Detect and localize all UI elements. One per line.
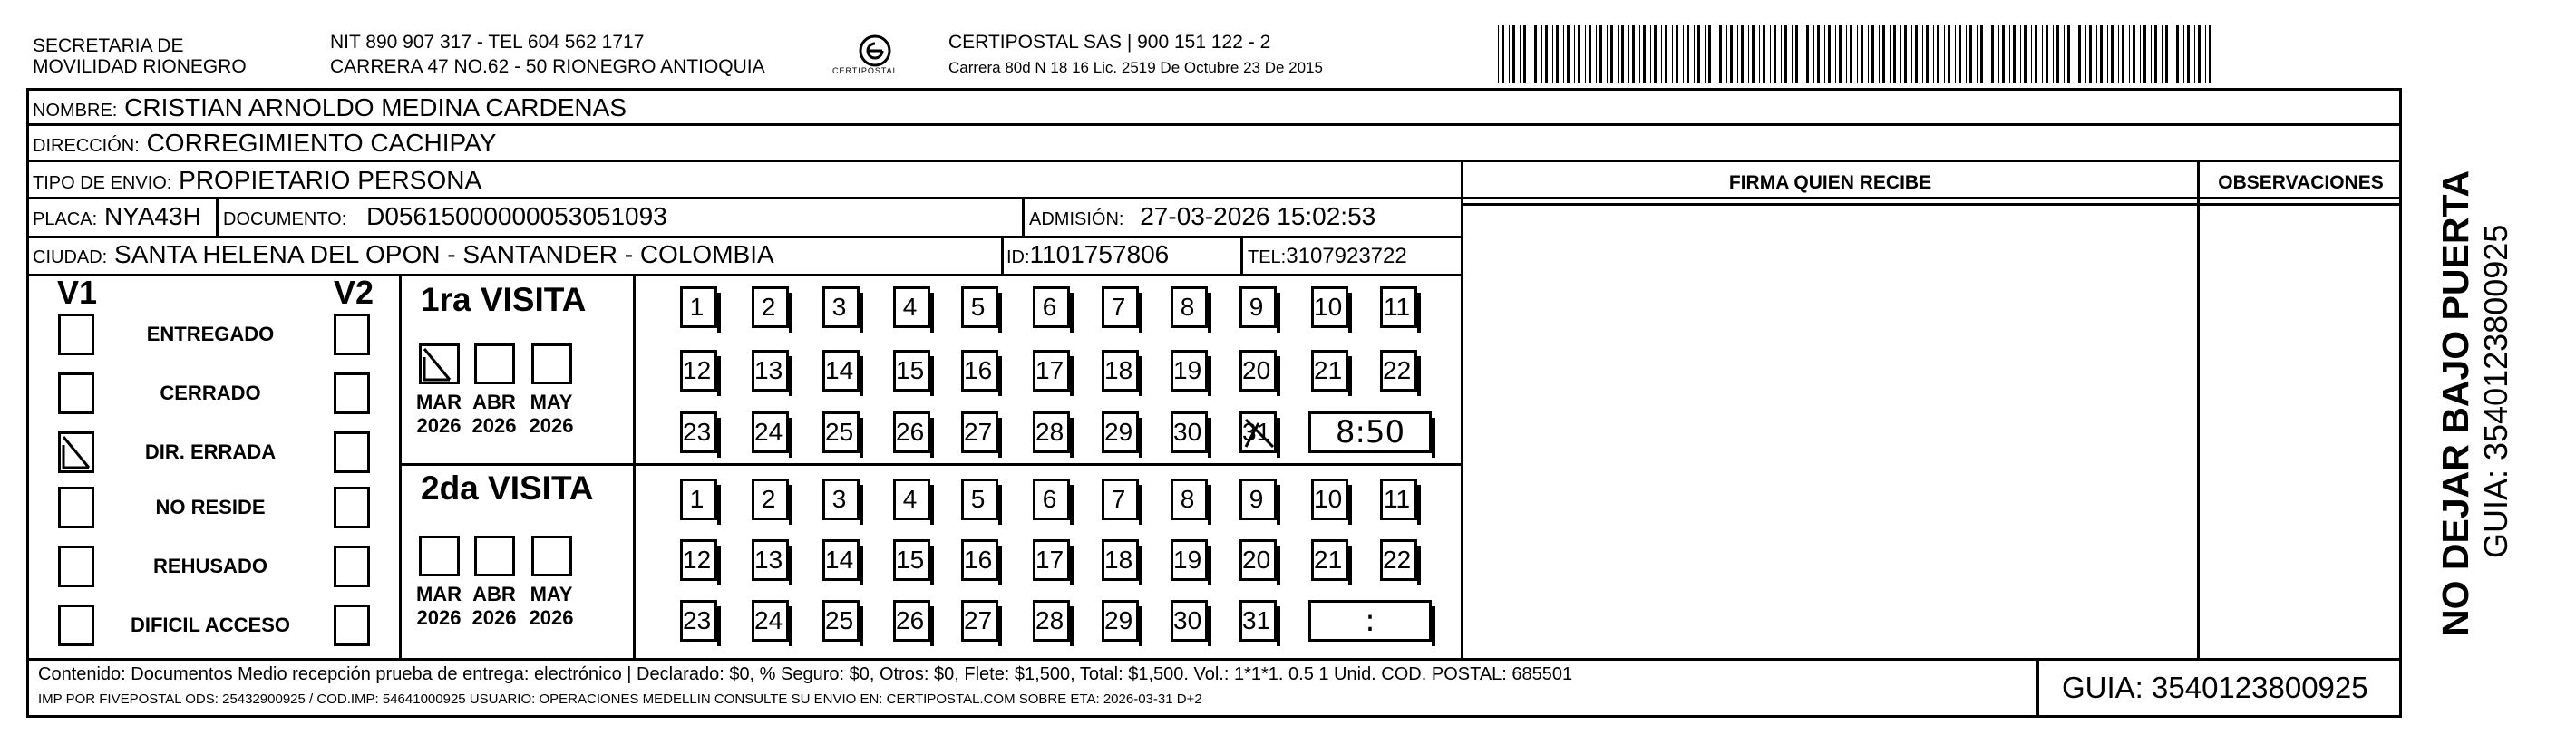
documento-value: D05615000000053051093 xyxy=(366,202,667,230)
barcode-bar xyxy=(1520,25,1521,83)
barcode-bar xyxy=(1937,25,1939,83)
day-box[interactable]: 6 xyxy=(1033,286,1070,328)
month-checkbox[interactable] xyxy=(531,536,572,576)
barcode-bar xyxy=(1846,25,1847,83)
barcode-bar xyxy=(1589,25,1591,83)
day-box[interactable]: 31 xyxy=(1239,411,1277,453)
barcode-bar xyxy=(2020,25,2021,83)
v2-header: V2 xyxy=(334,274,374,311)
barcode-bar xyxy=(1806,25,1809,83)
day-box[interactable]: 23 xyxy=(680,600,717,642)
nombre-row xyxy=(33,92,627,126)
barcode-bar xyxy=(1781,25,1782,83)
barcode-bar xyxy=(1705,25,1706,83)
barcode-bar xyxy=(2096,25,2097,83)
barcode-bar xyxy=(1998,25,1999,83)
day-box[interactable]: 16 xyxy=(961,350,998,392)
direccion-row xyxy=(33,128,496,161)
barcode-bar xyxy=(1574,25,1575,83)
status-label: REHUSADO xyxy=(153,555,267,577)
day-box[interactable]: 21 xyxy=(1311,539,1348,581)
barcode-bar xyxy=(2205,25,2206,83)
day-box[interactable]: 17 xyxy=(1033,350,1070,392)
barcode-bar xyxy=(2122,25,2124,83)
documento-label: DOCUMENTO: xyxy=(223,209,347,229)
barcode-bar xyxy=(2118,25,2119,83)
barcode-bar xyxy=(1926,25,1929,83)
second-time-box[interactable]: : xyxy=(1308,600,1432,642)
barcode-bar xyxy=(1697,25,1700,83)
day-box[interactable]: 4 xyxy=(893,286,930,328)
barcode-bar xyxy=(1541,25,1542,83)
ciudad-value: SANTA HELENA DEL OPON - SANTANDER - COLOMBIA xyxy=(114,240,774,268)
barcode-bar xyxy=(1694,25,1695,83)
placa-label: PLACA: xyxy=(33,209,98,229)
barcode-bar xyxy=(1650,25,1651,83)
tel-value: 3107923722 xyxy=(1286,244,1407,268)
barcode-bar xyxy=(1857,25,1858,83)
day-box[interactable]: 22 xyxy=(1380,539,1417,581)
barcode-bar xyxy=(1498,25,1499,83)
barcode-bar xyxy=(2002,25,2005,83)
day-box[interactable]: 15 xyxy=(893,539,930,581)
side-guia-text: GUIA: 3540123800925 xyxy=(2477,224,2514,558)
barcode-bar xyxy=(1922,25,1923,83)
day-box[interactable]: 13 xyxy=(752,539,789,581)
barcode-bar xyxy=(1824,25,1825,83)
barcode-bar xyxy=(2078,25,2081,83)
barcode-bar xyxy=(1759,25,1760,83)
barcode-bar xyxy=(2187,25,2190,83)
day-box[interactable]: 27 xyxy=(961,411,998,453)
day-box[interactable]: 1 xyxy=(680,286,717,328)
barcode-bar xyxy=(1835,25,1836,83)
imp-text: IMP POR FIVEPOSTAL ODS: 25432900925 / COD.IMP: 54641000925 USUARIO: OPERACIONES MEDELLIN CONSULTE SU ENVIO EN: CERTIPOSTAL.COM SOBRE ETA: 2026-03-31 D+2 xyxy=(38,692,1202,707)
barcode-bar xyxy=(1871,25,1874,83)
v1-checkbox[interactable] xyxy=(58,487,94,528)
barcode-bar xyxy=(2056,25,2059,83)
barcode-bar xyxy=(2024,25,2027,83)
barcode-bar xyxy=(1654,25,1657,83)
nombre-label: NOMBRE: xyxy=(33,101,118,121)
barcode-bar xyxy=(1944,25,1945,83)
year-label: 2026 xyxy=(529,414,574,437)
direccion-label: DIRECCIÓN: xyxy=(33,136,140,156)
v1-header: V1 xyxy=(57,274,98,311)
barcode-bar xyxy=(1610,25,1613,83)
v1-checkbox[interactable] xyxy=(58,372,94,414)
footer-guia: GUIA: 3540123800925 xyxy=(2062,671,2368,704)
barcode-bar xyxy=(2151,25,2152,83)
barcode-bar xyxy=(1959,25,1961,83)
month-checkbox[interactable] xyxy=(419,536,460,576)
barcode-bar xyxy=(1585,25,1586,83)
barcode-bar xyxy=(1628,25,1629,83)
barcode-bar xyxy=(2009,25,2010,83)
barcode-bar xyxy=(2067,25,2070,83)
day-box[interactable]: 31 xyxy=(1239,600,1277,642)
barcode-bar xyxy=(1708,25,1711,83)
id-value: 1101757806 xyxy=(1029,240,1170,268)
logo-text: CERTIPOSTAL xyxy=(832,66,899,75)
barcode-bar xyxy=(1643,25,1646,83)
barcode-bar xyxy=(1552,25,1553,83)
barcode-bar xyxy=(2100,25,2103,83)
year-label: 2026 xyxy=(416,414,462,437)
v2-checkbox[interactable] xyxy=(334,546,370,587)
barcode-bar xyxy=(1792,25,1793,83)
day-box[interactable]: 14 xyxy=(822,539,860,581)
secretaria-line1: SECRETARIA DE xyxy=(33,35,184,56)
barcode-bar xyxy=(1502,25,1504,83)
first-time-box[interactable]: 8:50 xyxy=(1308,411,1432,453)
barcode-bar xyxy=(2089,25,2092,83)
barcode-bar xyxy=(2129,25,2130,83)
barcode-bar xyxy=(1618,25,1619,83)
barcode-bar xyxy=(2031,25,2032,83)
certipostal-logo xyxy=(857,33,893,69)
barcode-bar xyxy=(1556,25,1559,83)
observaciones-header: OBSERVACIONES xyxy=(2218,172,2384,193)
tipo-value: PROPIETARIO PERSONA xyxy=(179,166,482,194)
barcode-bar xyxy=(1770,25,1771,83)
direccion-value: CORREGIMIENTO CACHIPAY xyxy=(146,129,497,157)
barcode-bar xyxy=(1726,25,1727,83)
barcode-bar xyxy=(2053,25,2054,83)
barcode-bar xyxy=(1890,25,1891,83)
barcode-bar xyxy=(1719,25,1722,83)
company-line1: CERTIPOSTAL SAS | 900 151 122 - 2 xyxy=(948,32,1271,53)
v2-checkbox[interactable] xyxy=(334,487,370,528)
day-box[interactable]: 13 xyxy=(752,350,789,392)
day-box[interactable]: 25 xyxy=(822,600,860,642)
day-box[interactable]: 18 xyxy=(1102,350,1139,392)
barcode-bar xyxy=(2143,25,2146,83)
barcode-bar xyxy=(1599,25,1602,83)
v1-checkbox[interactable] xyxy=(58,431,94,473)
barcode-bar xyxy=(1828,25,1831,83)
nit-line2: CARRERA 47 NO.62 - 50 RIONEGRO ANTIOQUIA xyxy=(330,56,765,77)
barcode-bar xyxy=(1578,25,1580,83)
day-box[interactable]: 10 xyxy=(1311,479,1348,520)
barcode-bar xyxy=(1534,25,1537,83)
barcode-bar xyxy=(1893,25,1896,83)
status-label: NO RESIDE xyxy=(155,496,266,518)
barcode-bar xyxy=(2013,25,2016,83)
day-box[interactable]: 9 xyxy=(1239,479,1277,520)
barcode-bar xyxy=(1915,25,1918,83)
barcode-bar xyxy=(2085,25,2086,83)
day-box[interactable]: 28 xyxy=(1033,600,1070,642)
barcode-bar xyxy=(1969,25,1972,83)
day-box[interactable]: 9 xyxy=(1239,286,1277,328)
year-label: 2026 xyxy=(529,606,574,629)
admision-row xyxy=(1029,201,1375,235)
barcode-bar xyxy=(1977,25,1978,83)
tel-label: TEL: xyxy=(1248,247,1287,267)
month-label: ABR xyxy=(472,391,516,413)
barcode-bar xyxy=(2176,25,2179,83)
barcode-bar xyxy=(1763,25,1765,83)
day-box[interactable]: 10 xyxy=(1311,286,1348,328)
barcode-bar xyxy=(1813,25,1814,83)
barcode-bar xyxy=(1512,25,1515,83)
barcode-bar xyxy=(2194,25,2195,83)
day-box[interactable]: 5 xyxy=(961,286,998,328)
barcode-bar xyxy=(2046,25,2048,83)
day-box[interactable]: 6 xyxy=(1033,479,1070,520)
barcode-bar xyxy=(1545,25,1548,83)
v1-checkbox[interactable] xyxy=(58,546,94,587)
day-box[interactable]: 26 xyxy=(893,411,930,453)
firma-header: FIRMA QUIEN RECIBE xyxy=(1728,172,1932,193)
barcode-bar xyxy=(1567,25,1570,83)
id-label: ID: xyxy=(1006,247,1030,267)
day-box[interactable]: 8 xyxy=(1171,479,1208,520)
status-label: DIR. ERRADA xyxy=(144,440,277,463)
v1-checkbox[interactable] xyxy=(58,314,94,355)
barcode-bar xyxy=(1900,25,1901,83)
barcode-bar xyxy=(1509,25,1510,83)
barcode-bar xyxy=(1948,25,1950,83)
barcode-bar xyxy=(1966,25,1967,83)
day-box[interactable]: 25 xyxy=(822,411,860,453)
barcode-bar xyxy=(1991,25,1994,83)
day-box[interactable]: 4 xyxy=(893,479,930,520)
day-box[interactable]: 30 xyxy=(1171,600,1208,642)
day-box[interactable]: 3 xyxy=(822,286,860,328)
barcode-bar xyxy=(1665,25,1667,83)
ciudad-label: CIUDAD: xyxy=(33,247,108,267)
admision-label: ADMISIÓN: xyxy=(1029,209,1124,229)
barcode-bar xyxy=(1596,25,1597,83)
first-visit-title: 1ra VISITA xyxy=(421,281,587,318)
v2-checkbox[interactable] xyxy=(334,431,370,473)
day-box[interactable]: 20 xyxy=(1239,539,1277,581)
barcode-bar xyxy=(2064,25,2065,83)
barcode-bar xyxy=(2133,25,2135,83)
day-box[interactable]: 19 xyxy=(1171,539,1208,581)
ciudad-row xyxy=(33,239,774,273)
barcode-bar xyxy=(1632,25,1635,83)
barcode-bar xyxy=(2198,25,2201,83)
barcode-bar xyxy=(1523,25,1526,83)
barcode-bar xyxy=(1752,25,1755,83)
no-dejar-text: NO DEJAR BAJO PUERTA xyxy=(2435,169,2476,636)
month-checkbox[interactable] xyxy=(531,343,572,384)
day-box[interactable]: 18 xyxy=(1102,539,1139,581)
barcode-bar xyxy=(2107,25,2108,83)
v2-checkbox[interactable] xyxy=(334,314,370,355)
barcode-bar xyxy=(1850,25,1852,83)
barcode-bar xyxy=(1687,25,1689,83)
secretaria-line2: MOVILIDAD RIONEGRO xyxy=(33,56,247,77)
barcode-bar xyxy=(2165,25,2168,83)
barcode-bar xyxy=(1784,25,1787,83)
day-box[interactable]: 26 xyxy=(893,600,930,642)
barcode-bar xyxy=(1741,25,1744,83)
barcode-bar xyxy=(1774,25,1776,83)
barcode-bar xyxy=(2111,25,2114,83)
month-label: MAR xyxy=(415,391,462,413)
barcode-bar xyxy=(1639,25,1640,83)
day-box[interactable]: 20 xyxy=(1239,350,1277,392)
barcode-bar xyxy=(1868,25,1869,83)
placa-value: NYA43H xyxy=(103,202,201,230)
company-line2: Carrera 80d N 18 16 Lic. 2519 De Octubre 23 De 2015 xyxy=(948,59,1323,76)
status-label: DIFICIL ACCESO xyxy=(130,614,290,636)
month-checkbox[interactable] xyxy=(474,343,515,384)
day-box[interactable]: 7 xyxy=(1102,479,1139,520)
tipo-row xyxy=(33,165,481,198)
second-visit-title: 2da VISITA xyxy=(421,469,594,507)
day-box[interactable]: 23 xyxy=(680,411,717,453)
tipo-label: TIPO DE ENVIO: xyxy=(33,173,172,193)
day-box[interactable]: 27 xyxy=(961,600,998,642)
barcode-bar xyxy=(1661,25,1662,83)
barcode-bar xyxy=(1676,25,1678,83)
tel-row xyxy=(1248,241,1407,273)
barcode-bar xyxy=(2042,25,2043,83)
barcode-bar xyxy=(1879,25,1880,83)
barcode-bar xyxy=(1933,25,1934,83)
month-label: MAY xyxy=(530,583,573,605)
day-box[interactable]: 29 xyxy=(1102,600,1139,642)
status-label: CERRADO xyxy=(160,382,261,404)
day-box[interactable]: 12 xyxy=(680,350,717,392)
month-label: MAR xyxy=(415,583,462,605)
day-box[interactable]: 24 xyxy=(752,411,789,453)
status-label: ENTREGADO xyxy=(146,323,275,345)
month-label: MAY xyxy=(530,391,573,413)
barcode-bar xyxy=(1861,25,1863,83)
barcode-bar xyxy=(1839,25,1842,83)
day-box[interactable]: 19 xyxy=(1171,350,1208,392)
month-checkbox[interactable] xyxy=(474,536,515,576)
barcode-bar xyxy=(1737,25,1738,83)
year-label: 2026 xyxy=(471,606,517,629)
barcode-bar xyxy=(1672,25,1673,83)
day-box[interactable]: 24 xyxy=(752,600,789,642)
day-box[interactable]: 15 xyxy=(893,350,930,392)
barcode-bar xyxy=(1817,25,1820,83)
day-box[interactable]: 22 xyxy=(1380,350,1417,392)
barcode xyxy=(1498,25,2223,83)
day-box[interactable]: 2 xyxy=(752,479,789,520)
placa-row xyxy=(33,201,201,235)
day-box[interactable]: 21 xyxy=(1311,350,1348,392)
nombre-value: CRISTIAN ARNOLDO MEDINA CARDENAS xyxy=(124,93,627,121)
day-box[interactable]: 30 xyxy=(1171,411,1208,453)
month-label: ABR xyxy=(472,583,516,605)
barcode-bar xyxy=(1955,25,1956,83)
barcode-bar xyxy=(1683,25,1684,83)
barcode-bar xyxy=(1911,25,1912,83)
day-box[interactable]: 29 xyxy=(1102,411,1139,453)
month-checkbox[interactable] xyxy=(419,343,460,384)
day-box[interactable]: 11 xyxy=(1380,286,1417,328)
barcode-bar xyxy=(1795,25,1798,83)
day-box[interactable]: 1 xyxy=(680,479,717,520)
barcode-bar xyxy=(2140,25,2141,83)
id-row xyxy=(1006,239,1169,273)
barcode-bar xyxy=(1748,25,1749,83)
barcode-bar xyxy=(2154,25,2157,83)
v2-checkbox[interactable] xyxy=(334,605,370,646)
year-label: 2026 xyxy=(471,414,517,437)
day-box[interactable]: 3 xyxy=(822,479,860,520)
day-box[interactable]: 14 xyxy=(822,350,860,392)
admision-value: 27-03-2026 15:02:53 xyxy=(1140,202,1376,230)
barcode-bar xyxy=(2209,25,2211,83)
barcode-bar xyxy=(1563,25,1564,83)
barcode-bar xyxy=(1730,25,1733,83)
barcode-bar xyxy=(1607,25,1608,83)
barcode-bar xyxy=(1621,25,1624,83)
day-box[interactable]: 8 xyxy=(1171,286,1208,328)
year-label: 2026 xyxy=(416,606,462,629)
barcode-bar xyxy=(1904,25,1907,83)
barcode-bar xyxy=(2162,25,2163,83)
contenido-text: Contenido: Documentos Medio recepción prueba de entrega: electrónico | Declarado: $0, % Seguro: $0, Otros: $0, Flete: $1,500, Total: $1,500. Vol.: 1*1*1. 0.5 1 Unid. COD. POSTAL: 685501 xyxy=(38,664,1573,684)
day-box[interactable]: 16 xyxy=(961,539,998,581)
v2-checkbox[interactable] xyxy=(334,372,370,414)
day-box[interactable]: 2 xyxy=(752,286,789,328)
day-box[interactable]: 7 xyxy=(1102,286,1139,328)
barcode-bar xyxy=(2035,25,2037,83)
day-box[interactable]: 12 xyxy=(680,539,717,581)
day-box[interactable]: 17 xyxy=(1033,539,1070,581)
documento-row xyxy=(223,201,667,235)
barcode-bar xyxy=(1882,25,1885,83)
barcode-bar xyxy=(1980,25,1983,83)
day-box[interactable]: 28 xyxy=(1033,411,1070,453)
v1-checkbox[interactable] xyxy=(58,605,94,646)
day-box[interactable]: 5 xyxy=(961,479,998,520)
day-box[interactable]: 11 xyxy=(1380,479,1417,520)
nit-line1: NIT 890 907 317 - TEL 604 562 1717 xyxy=(330,32,645,53)
barcode-bar xyxy=(2183,25,2184,83)
